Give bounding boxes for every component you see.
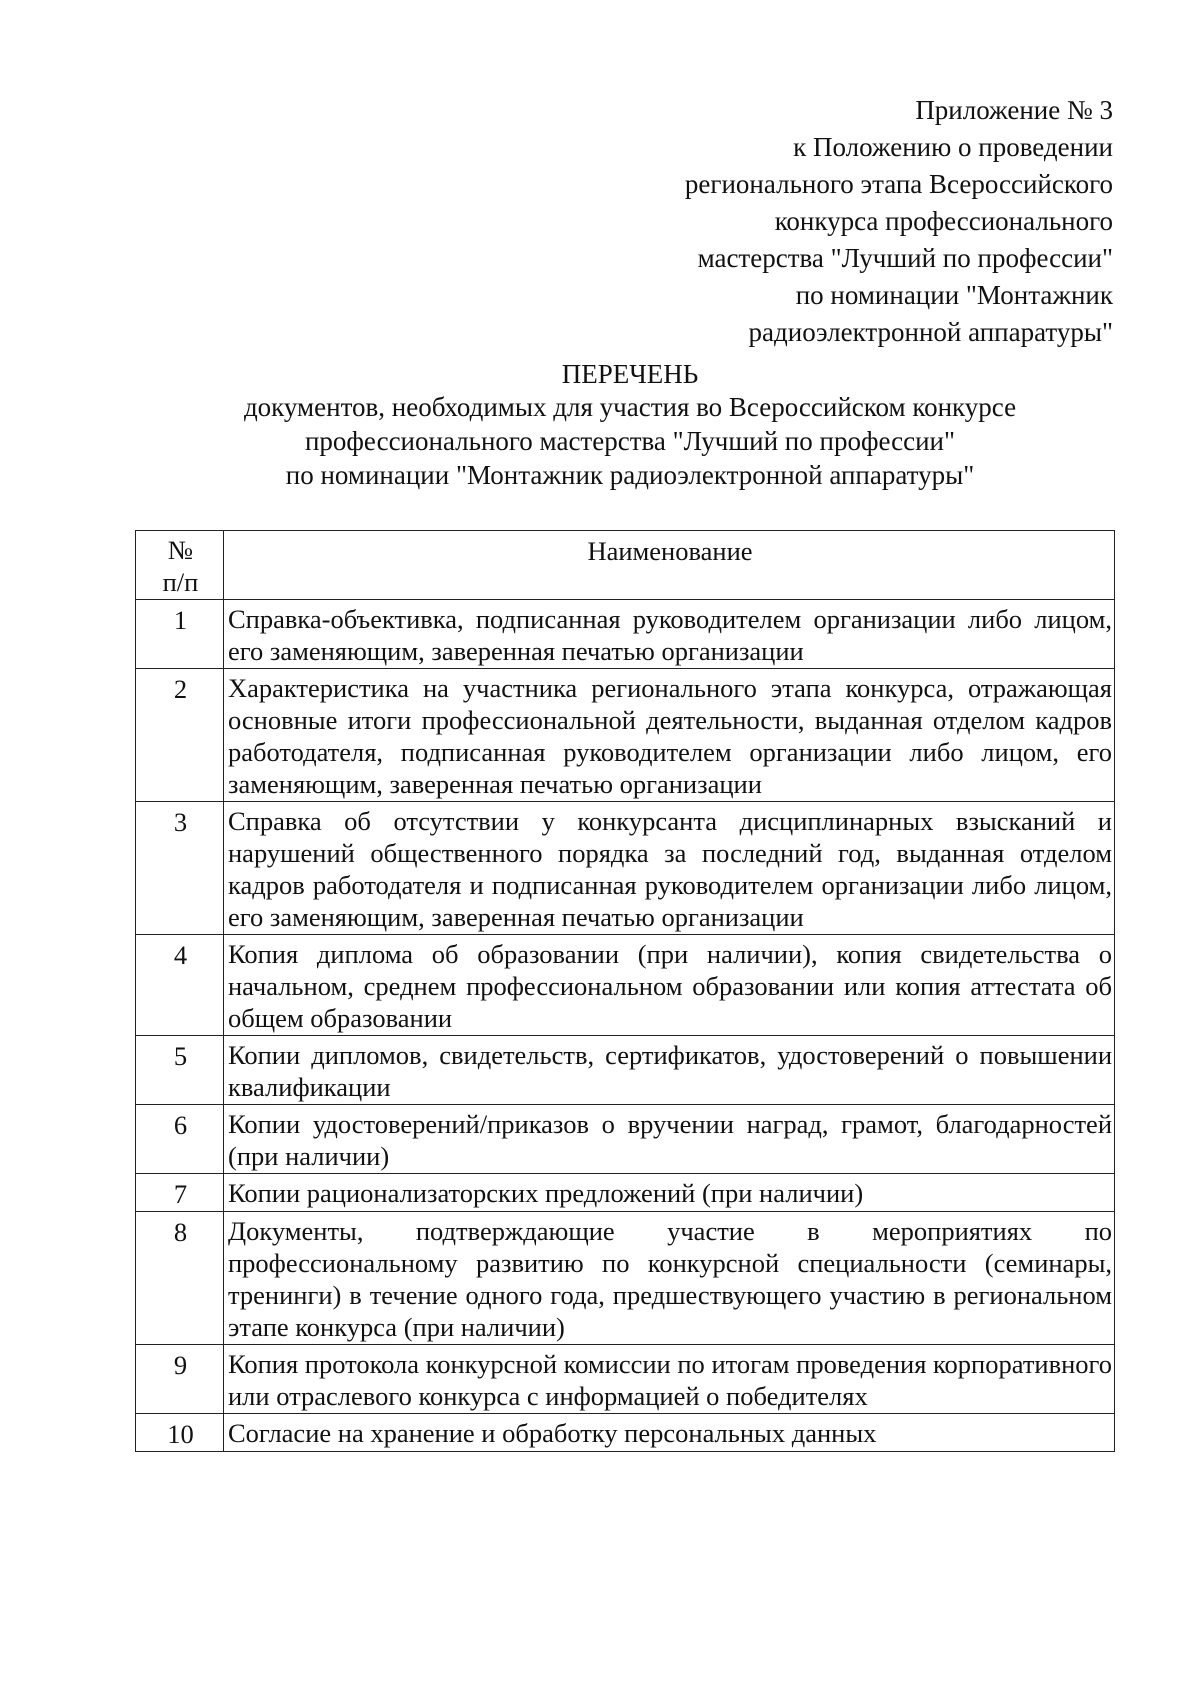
row-number: 4 bbox=[136, 935, 224, 1036]
documents-table bbox=[135, 530, 1115, 1452]
row-number: 3 bbox=[136, 802, 224, 935]
subtitle-line: по номинации "Монтажник радиоэлектронной аппаратуры" bbox=[285, 460, 975, 490]
number-header-abbrev: п/п bbox=[162, 567, 199, 597]
table-row bbox=[136, 669, 1115, 802]
appendix-line: конкурса профессионального bbox=[774, 206, 1113, 236]
document-title: ПЕРЕЧЕНЬ bbox=[561, 359, 699, 389]
table-row bbox=[136, 935, 1115, 1036]
document-subtitle bbox=[0, 390, 1200, 492]
table-row bbox=[136, 1036, 1115, 1105]
row-number: 1 bbox=[136, 600, 224, 669]
table-row bbox=[136, 1174, 1115, 1212]
row-document-name: Справка-объективка, подписанная руководителем организации либо лицом, его заменяющим, заверенная печатью организации bbox=[224, 600, 1115, 669]
row-document-name: Характеристика на участника регионального этапа конкурса, отражающая основные итоги профессиональной деятельности, выданная отделом кадров работодателя, подписанная руководителем организации либо лицом, его заменяющим, заверенная печатью организации bbox=[224, 669, 1115, 802]
table-row bbox=[136, 1212, 1115, 1345]
row-document-name: Копии дипломов, свидетельств, сертификатов, удостоверений о повышении квалификации bbox=[224, 1036, 1115, 1105]
name-column-header: Наименование bbox=[224, 531, 1115, 600]
number-column-header bbox=[136, 531, 224, 600]
appendix-line: к Положению о проведении bbox=[793, 132, 1113, 162]
row-document-name: Копия диплома об образовании (при наличии), копия свидетельства о начальном, среднем профессиональном образовании или копия аттестата об общем образовании bbox=[224, 935, 1115, 1036]
row-document-name: Согласие на хранение и обработку персональных данных bbox=[224, 1414, 1115, 1452]
appendix-line: по номинации "Монтажник bbox=[795, 280, 1113, 310]
table-row bbox=[136, 1345, 1115, 1414]
row-document-name: Копия протокола конкурсной комиссии по итогам проведения корпоративного или отраслевого конкурса с информацией о победителях bbox=[224, 1345, 1115, 1414]
table-header-row bbox=[136, 531, 1115, 600]
appendix-line: регионального этапа Всероссийского bbox=[684, 169, 1113, 199]
row-number: 9 bbox=[136, 1345, 224, 1414]
appendix-line: мастерства "Лучший по профессии" bbox=[697, 243, 1113, 273]
table-row bbox=[136, 600, 1115, 669]
appendix-reference bbox=[685, 92, 1113, 351]
row-number: 10 bbox=[136, 1414, 224, 1452]
row-number: 5 bbox=[136, 1036, 224, 1105]
row-number: 7 bbox=[136, 1174, 224, 1212]
row-number: 8 bbox=[136, 1212, 224, 1345]
table-row bbox=[136, 802, 1115, 935]
row-document-name: Копии удостоверений/приказов о вручении наград, грамот, благодарностей (при наличии) bbox=[224, 1105, 1115, 1174]
appendix-line: Приложение № 3 bbox=[915, 95, 1113, 125]
number-header-symbol: № bbox=[167, 535, 194, 565]
row-document-name: Справка об отсутствии у конкурсанта дисциплинарных взысканий и нарушений общественного порядка за последний год, выданная отделом кадров работодателя и подписанная руководителем организации либо лицом, его заменяющим, заверенная печатью организации bbox=[224, 802, 1115, 935]
row-number: 6 bbox=[136, 1105, 224, 1174]
appendix-line: радиоэлектронной аппаратуры" bbox=[748, 317, 1113, 347]
table-row bbox=[136, 1105, 1115, 1174]
row-number: 2 bbox=[136, 669, 224, 802]
row-document-name: Документы, подтверждающие участие в мероприятиях по профессиональному развитию по конкурсной специальности (семинары, тренинги) в течение одного года, предшествующего участию в региональном этапе конкурса (при наличии) bbox=[224, 1212, 1115, 1345]
subtitle-line: документов, необходимых для участия во Всероссийском конкурсе bbox=[243, 392, 1017, 422]
subtitle-line: профессионального мастерства "Лучший по профессии" bbox=[304, 426, 955, 456]
row-document-name: Копии рационализаторских предложений (при наличии) bbox=[224, 1174, 1115, 1212]
table-row bbox=[136, 1414, 1115, 1452]
